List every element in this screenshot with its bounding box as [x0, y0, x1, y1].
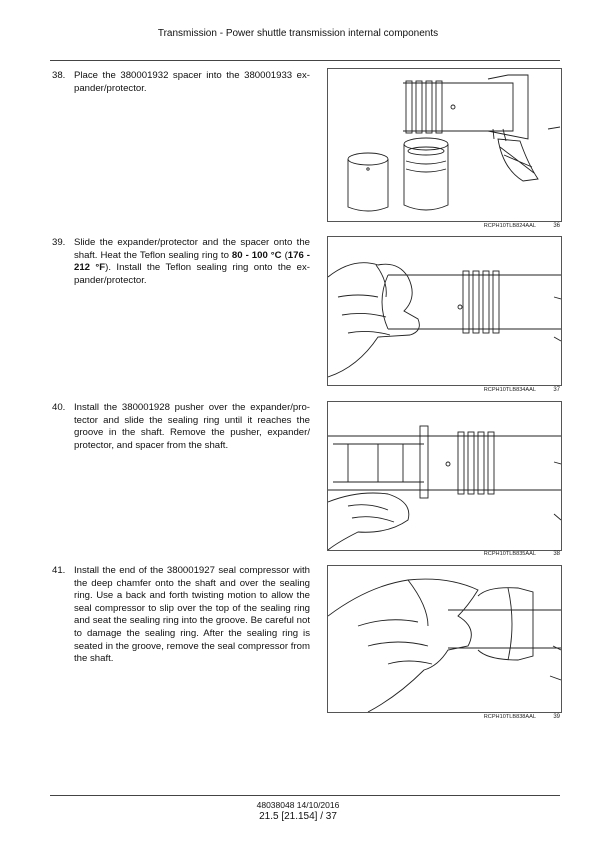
figure-code: RCPH10TLB835AAL [483, 551, 536, 557]
step-41 [52, 565, 310, 666]
figure-37-image [327, 236, 562, 386]
document-id: 48038048 14/10/2016 [256, 800, 340, 810]
page-number: 21.5 [21.154] / 37 [259, 811, 337, 822]
step-38 [52, 70, 310, 95]
figure-number: 38 [553, 551, 560, 557]
figure-39-image [327, 565, 562, 713]
step-40 [52, 402, 310, 452]
figure-38-image [327, 401, 562, 551]
step-text: Place the 380001932 spacer into the 380001933 ex-pander/protector. [74, 70, 310, 94]
step-text: Install the 380001928 pusher over the expander/pro-tector and slide the sealing ring until it reaches the groove in the shaft. Remove the pusher, expander/ protector, and spacer from the shaft. [74, 402, 310, 451]
figure-number: 37 [553, 387, 560, 393]
figure-code: RCPH10TLB838AAL [483, 714, 536, 720]
step-number: 41. [52, 565, 66, 576]
temperature-celsius: 80 - 100 °C [231, 249, 282, 261]
figure-number: 36 [553, 223, 560, 229]
step-number: 38. [52, 70, 66, 81]
step-number: 39. [52, 237, 66, 248]
figure-number: 39 [553, 714, 560, 720]
page-header: Transmission - Power shuttle transmission internal components [157, 28, 439, 39]
figure-36-image [327, 68, 562, 222]
temperature-fahrenheit: 176 - 212 °F [74, 249, 310, 274]
step-text: Slide the expander/protector and the spacer onto the shaft. Heat the Teflon sealing ring to 80 - 100 °C (176 - 212 °F). Install the Teflon sealing ring onto the ex-pander/protector. [74, 237, 310, 286]
header-rule [50, 60, 560, 61]
figure-code: RCPH10TLB834AAL [483, 387, 536, 393]
footer-rule [50, 795, 560, 796]
figure-code: RCPH10TLB824AAL [483, 223, 536, 229]
step-39 [52, 237, 310, 287]
step-number: 40. [52, 402, 66, 413]
step-text: Install the end of the 380001927 seal compressor with the deep chamfer onto the shaft and over the sealing ring. Use a back and forth twisting motion to allow the seal compressor to slip over the top of the sealing ring and seat the sealing ring into the groove. Be careful not to damage the sealing ring. After the sealing ring is seated in the groove, remove the seal compressor from the shaft. [74, 565, 310, 665]
